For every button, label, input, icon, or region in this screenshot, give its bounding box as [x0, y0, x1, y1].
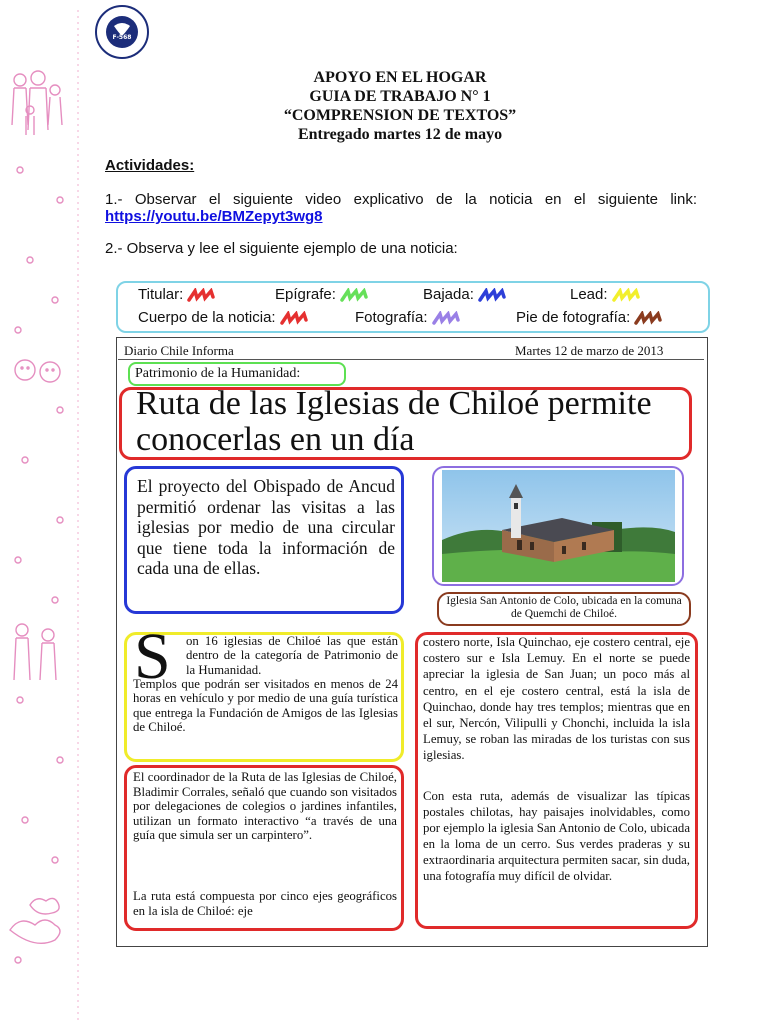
- scribble-red-icon: [280, 311, 310, 325]
- activities-heading: Actividades:: [105, 157, 195, 174]
- pie-de-foto: Iglesia San Antonio de Colo, ubicada en la comuna de Quemchi de Chiloé.: [446, 595, 682, 620]
- activity-2: 2.- Observa y lee el siguiente ejemplo de una noticia:: [105, 240, 458, 257]
- scribble-brown-icon: [634, 311, 664, 325]
- video-link[interactable]: https://youtu.be/BMZepyt3wg8: [105, 208, 323, 225]
- cuerpo-right-paragraph-2: Con esta ruta, además de visualizar las típicas postales chilotas, hay paisajes inolvidables, como por ejemplo la iglesia San Antonio de Colo, ubicada en la loma de un cerro. Sus verdes praderas y su extraordinaria arquitectura permiten sacar, sin duda, una fotografía muy difícil de olvidar.: [423, 789, 690, 883]
- school-logo: [88, 4, 156, 60]
- cuerpo-left-paragraph-1: El coordinador de la Ruta de las Iglesias de Chiloé, Bladimir Corrales, señaló que cuando son visitados por delegaciones de colegios o jardines infantiles, utilizan un formato interactivo “a través de una guía que simula ser un carpintero”.: [133, 770, 397, 843]
- activity-1-text: 1.- Observar el siguiente video explicativo de la noticia en el siguiente link:: [105, 191, 697, 208]
- legend-item-pie-foto: [516, 309, 664, 326]
- activity-1: [105, 191, 697, 225]
- lead-text-top: on 16 iglesias de Chiloé las que están dentro de la categoría de Patrimonio de la Humanidad.: [186, 634, 398, 677]
- lead-dropcap: S: [134, 620, 171, 693]
- scribble-blue-icon: [478, 288, 508, 302]
- legend-label: Epígrafe:: [275, 286, 336, 303]
- bajada: El proyecto del Obispado de Ancud permitió ordenar las visitas a las iglesias por medio de una circular que tiene toda la información de cada una de ellas.: [137, 476, 395, 578]
- color-legend: [116, 281, 710, 333]
- newspaper-name: Diario Chile Informa: [124, 343, 234, 358]
- scribble-green-icon: [340, 288, 370, 302]
- scribble-red-icon: [187, 288, 217, 302]
- legend-item-epigrafe: [275, 286, 370, 303]
- epigrafe: Patrimonio de la Humanidad:: [135, 366, 301, 381]
- legend-item-titular: [138, 286, 217, 303]
- logo-code: F-568: [112, 34, 132, 41]
- legend-item-cuerpo: [138, 309, 310, 326]
- scribble-purple-icon: [432, 311, 462, 325]
- header-line-1: APOYO EN EL HOGAR: [313, 69, 487, 86]
- titular: Ruta de las Iglesias de Chiloé permite conocerlas en un día: [136, 385, 652, 458]
- lead-text-bottom: Templos que podrán ser visitados en menos de 24 horas en vehículo y por medio de una guía turística que entrega la Fundación de Amigos de las Iglesias de Chiloé.: [133, 677, 398, 735]
- legend-item-lead: [570, 286, 642, 303]
- newspaper-date: Martes 12 de marzo de 2013: [515, 343, 664, 358]
- legend-label: Bajada:: [423, 286, 474, 303]
- cuerpo-right-paragraph-1: costero norte, Isla Quinchao, eje costero central, eje costero sur e Isla Lemuy. En el norte se puede apreciar la iglesia de San Juan; un poco más al centro, en el eje costero central, está la isla de Quinchao, donde hay tres templos; mientras que en el sur, Nercón, Vilipulli y Chonchi, incluida la isla Lemuy, se roban las miradas de los turistas con sus iglesias.: [423, 635, 690, 763]
- legend-label: Titular:: [138, 286, 184, 303]
- legend-label: Cuerpo de la noticia:: [138, 309, 276, 326]
- legend-label: Pie de fotografía:: [516, 309, 631, 326]
- document-header: [200, 68, 600, 144]
- cuerpo-left-paragraph-2: La ruta está compuesta por cinco ejes geográficos en la isla de Chiloé: eje: [133, 889, 397, 918]
- header-line-2: GUIA DE TRABAJO N° 1: [309, 88, 491, 105]
- legend-item-fotografia: [355, 309, 462, 326]
- legend-item-bajada: [423, 286, 508, 303]
- scribble-yellow-icon: [612, 288, 642, 302]
- legend-label: Fotografía:: [355, 309, 428, 326]
- decorative-border-illustrations: [0, 0, 100, 1024]
- header-line-4: Entregado martes 12 de mayo: [297, 126, 503, 143]
- legend-label: Lead:: [570, 286, 608, 303]
- newspaper-rule: [118, 359, 704, 360]
- church-photo: [442, 470, 675, 582]
- header-line-3: “COMPRENSION DE TEXTOS”: [283, 107, 517, 124]
